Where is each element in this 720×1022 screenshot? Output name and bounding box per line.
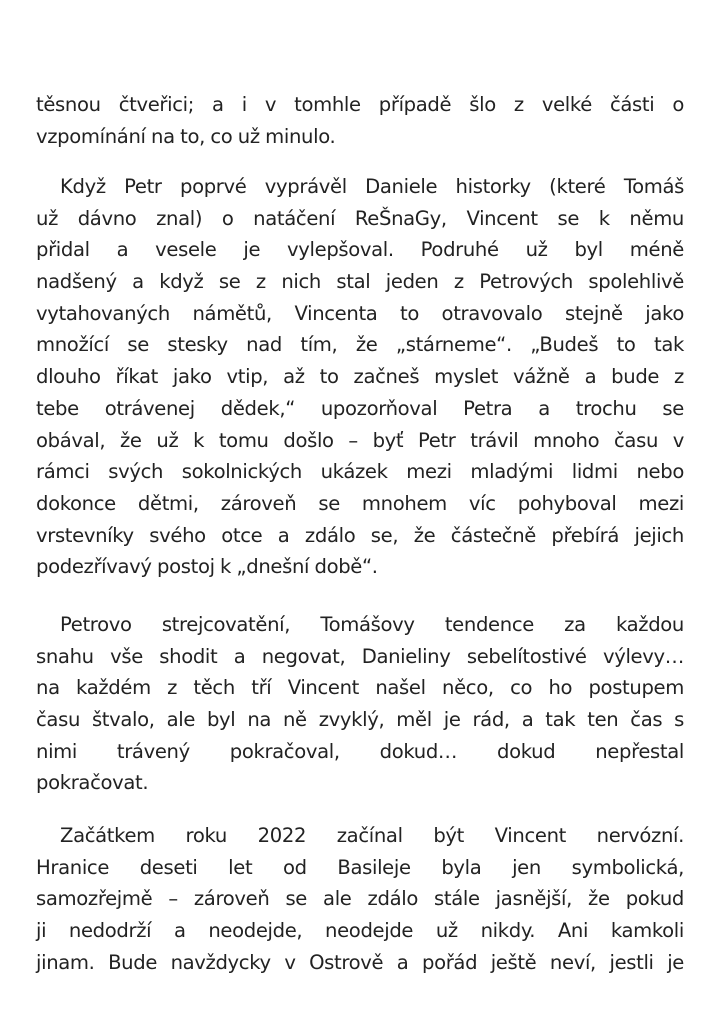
text-line: snahu vše shodit a negovat, Danieliny sebelítostivé výlevy…: [36, 644, 684, 668]
text-line: tebe otrávenej dědek,“ upozorňoval Petra a trochu se: [36, 396, 684, 420]
text-line: nimi trávený pokračoval, dokud… dokud nepřestal: [36, 739, 684, 763]
text-line: dokonce dětmi, zároveň se mnohem víc pohyboval mezi: [36, 491, 684, 515]
text-line: pokračovat.: [36, 771, 149, 795]
text-line: nadšený a když se z nich stal jeden z Petrových spolehlivě: [36, 270, 684, 294]
text-line: dlouho říkat jako vtip, až to začneš myslet vážně a bude z: [36, 365, 684, 389]
text-line: vzpomínání na to, co už minulo.: [36, 124, 336, 148]
text-line: na každém z těch tří Vincent našel něco, co ho postupem: [36, 676, 684, 700]
text-line: už dávno znal) o natáčení ReŠnaGy, Vincent se k němu: [36, 206, 684, 230]
paragraph-2: [36, 171, 684, 583]
text-line: samozřejmě – zároveň se ale zdálo stále jasnější, že pokud: [36, 887, 684, 911]
text-line: Hranice deseti let od Basileje byla jen symbolická,: [36, 855, 684, 879]
text-line: Když Petr poprvé vyprávěl Daniele historky (které Tomáš: [60, 175, 684, 198]
text-line: množící se stesky nad tím, že „stárneme“. „Budeš to tak: [36, 333, 684, 357]
text-line: vytahovaných námětů, Vincenta to otravovalo stejně jako: [36, 301, 684, 325]
text-line: času štvalo, ale byl na ně zvyklý, měl je rád, a tak ten čas s: [36, 708, 684, 732]
text-line: obával, že už k tomu došlo – byť Petr trávil mnoho času v: [36, 428, 684, 452]
text-line: přidal a vesele je vylepšoval. Podruhé už byl méně: [36, 238, 684, 262]
paragraph-3: [36, 609, 684, 799]
text-line: rámci svých sokolnických ukázek mezi mladými lidmi nebo: [36, 460, 684, 484]
paragraph-1: [36, 89, 684, 152]
text-line: jinam. Bude navždycky v Ostrově a pořád ještě neví, jestli je: [36, 950, 684, 974]
paragraph-4: [36, 820, 684, 978]
text-line: Petrovo strejcovatění, Tomášovy tendence za každou: [60, 613, 684, 636]
text-line: Začátkem roku 2022 začínal být Vincent nervózní.: [60, 824, 684, 847]
text-line: těsnou čtveřici; a i v tomhle případě šlo z velké části o: [36, 93, 684, 116]
text-line: podezřívavý postoj k „dnešní době“.: [36, 555, 378, 579]
text-line: vrstevníky svého otce a zdálo se, že částečně přebírá jejich: [36, 523, 684, 547]
text-line: ji nedodrží a neodejde, neodejde už nikdy. Ani kamkoli: [36, 919, 684, 943]
